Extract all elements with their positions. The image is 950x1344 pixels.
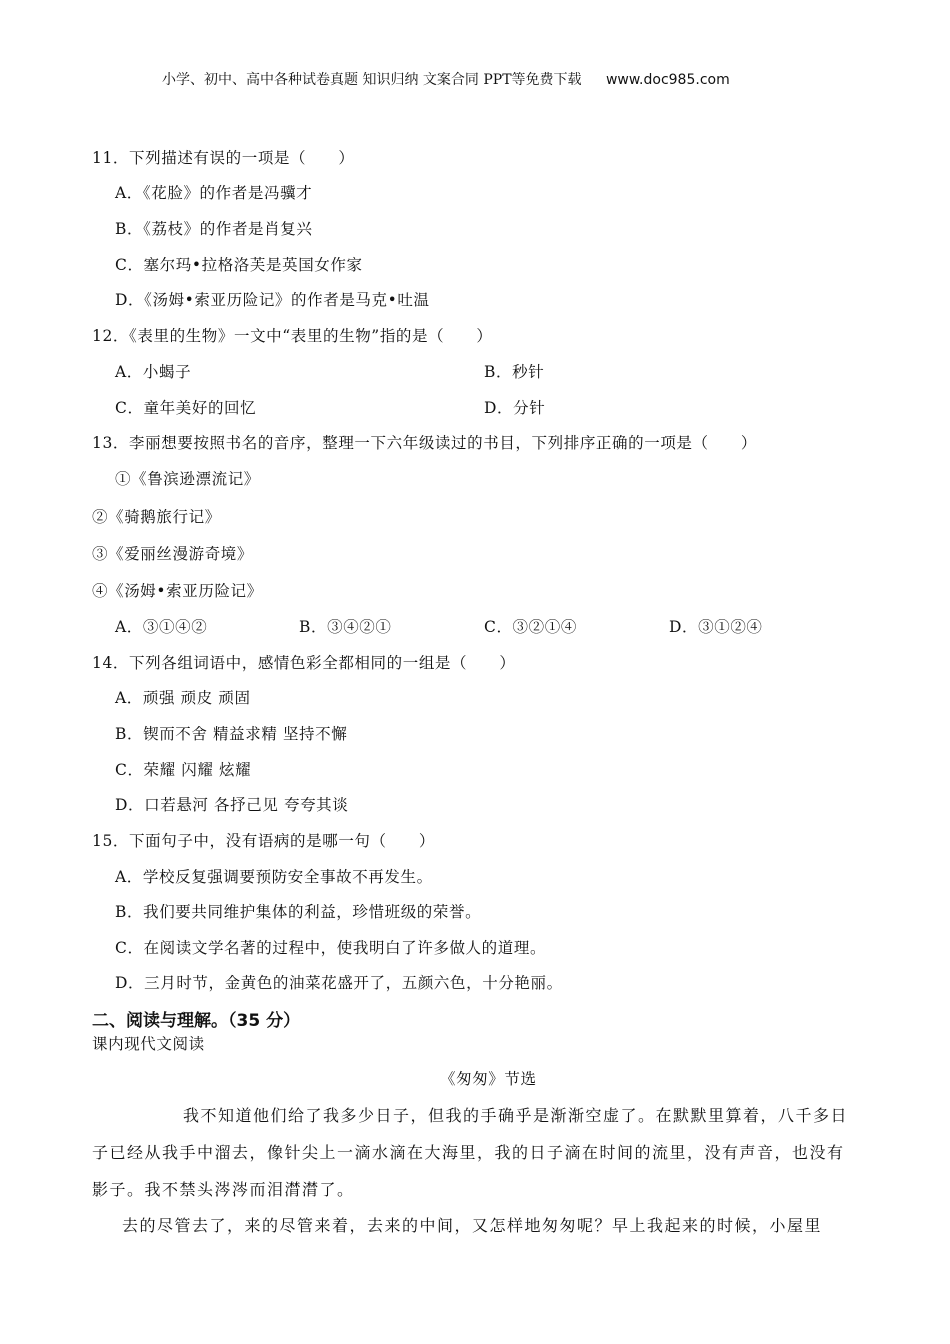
page-header xyxy=(162,69,730,89)
question-13-item-1: ①《鲁滨逊漂流记》 xyxy=(115,470,260,488)
passage-p1-line3: 影子。我不禁头涔涔而泪潸潸了。 xyxy=(92,1180,355,1199)
section-2-subtitle: 课内现代文阅读 xyxy=(92,1035,205,1053)
question-12-option-a: A．小蝎子 xyxy=(115,363,192,381)
question-11-option-b: B．《荔枝》的作者是肖复兴 xyxy=(115,220,313,238)
question-12-option-b: B．秒针 xyxy=(484,363,545,381)
question-14-option-c: C．荣耀 闪耀 炫耀 xyxy=(115,761,252,779)
question-11-stem: 11．下列描述有误的一项是（ ） xyxy=(92,149,355,167)
question-13-stem: 13．李丽想要按照书名的音序，整理一下六年级读过的书目，下列排序正确的一项是（ ） xyxy=(92,434,757,452)
question-11-option-d: D．《汤姆•索亚历险记》的作者是马克•吐温 xyxy=(115,291,430,309)
question-13-item-3: ③《爱丽丝漫游奇境》 xyxy=(92,545,254,563)
question-14-option-b: B．锲而不舍 精益求精 坚持不懈 xyxy=(115,725,348,743)
question-15-option-c: C．在阅读文学名著的过程中，使我明白了许多做人的道理。 xyxy=(115,939,547,957)
question-14-option-a: A．顽强 顽皮 顽固 xyxy=(115,689,251,707)
header-text: 小学、初中、高中各种试卷真题 知识归纳 文案合同 PPT等免费下载 xyxy=(162,72,582,88)
question-15-option-b: B．我们要共同维护集体的利益，珍惜班级的荣誉。 xyxy=(115,903,482,921)
question-13-option-c: C．③②①④ xyxy=(484,618,577,636)
question-12-option-c: C．童年美好的回忆 xyxy=(115,399,257,417)
question-14-option-d: D．口若悬河 各抒己见 夸夸其谈 xyxy=(115,796,349,814)
question-15-stem: 15．下面句子中，没有语病的是哪一句（ ） xyxy=(92,832,435,850)
passage-p1-line2: 子已经从我手中溜去，像针尖上一滴水滴在大海里，我的日子滴在时间的流里，没有声音，也没有 xyxy=(92,1143,845,1162)
question-15-option-a: A．学校反复强调要预防安全事故不再发生。 xyxy=(115,868,433,886)
header-url: www.doc985.com xyxy=(605,72,730,88)
passage-title: 《匆匆》节选 xyxy=(440,1070,537,1088)
question-13-option-a: A．③①④② xyxy=(115,618,208,636)
question-11-option-a: A．《花脸》的作者是冯骥才 xyxy=(115,184,313,202)
section-2-heading: 二、阅读与理解。（35 分） xyxy=(92,1011,301,1031)
question-13-option-b: B．③④②① xyxy=(299,618,392,636)
question-12-stem: 12．《表里的生物》一文中“表里的生物”指的是（ ） xyxy=(92,327,493,345)
question-12-option-d: D．分针 xyxy=(484,399,546,417)
question-11-option-c: C．塞尔玛•拉格洛芙是英国女作家 xyxy=(115,256,363,274)
question-14-stem: 14．下列各组词语中，感情色彩全都相同的一组是（ ） xyxy=(92,654,516,672)
passage-p1-line1: 我不知道他们给了我多少日子，但我的手确乎是渐渐空虚了。在默默里算着，八千多日 xyxy=(183,1106,849,1125)
passage-p2-line1: 去的尽管去了，来的尽管来着，去来的中间，又怎样地匆匆呢？早上我起来的时候，小屋里 xyxy=(122,1216,823,1235)
question-13-option-d: D．③①②④ xyxy=(669,618,763,636)
question-15-option-d: D．三月时节，金黄色的油菜花盛开了，五颜六色，十分艳丽。 xyxy=(115,974,563,992)
question-13-item-2: ②《骑鹅旅行记》 xyxy=(92,508,221,526)
question-13-item-4: ④《汤姆•索亚历险记》 xyxy=(92,582,263,600)
